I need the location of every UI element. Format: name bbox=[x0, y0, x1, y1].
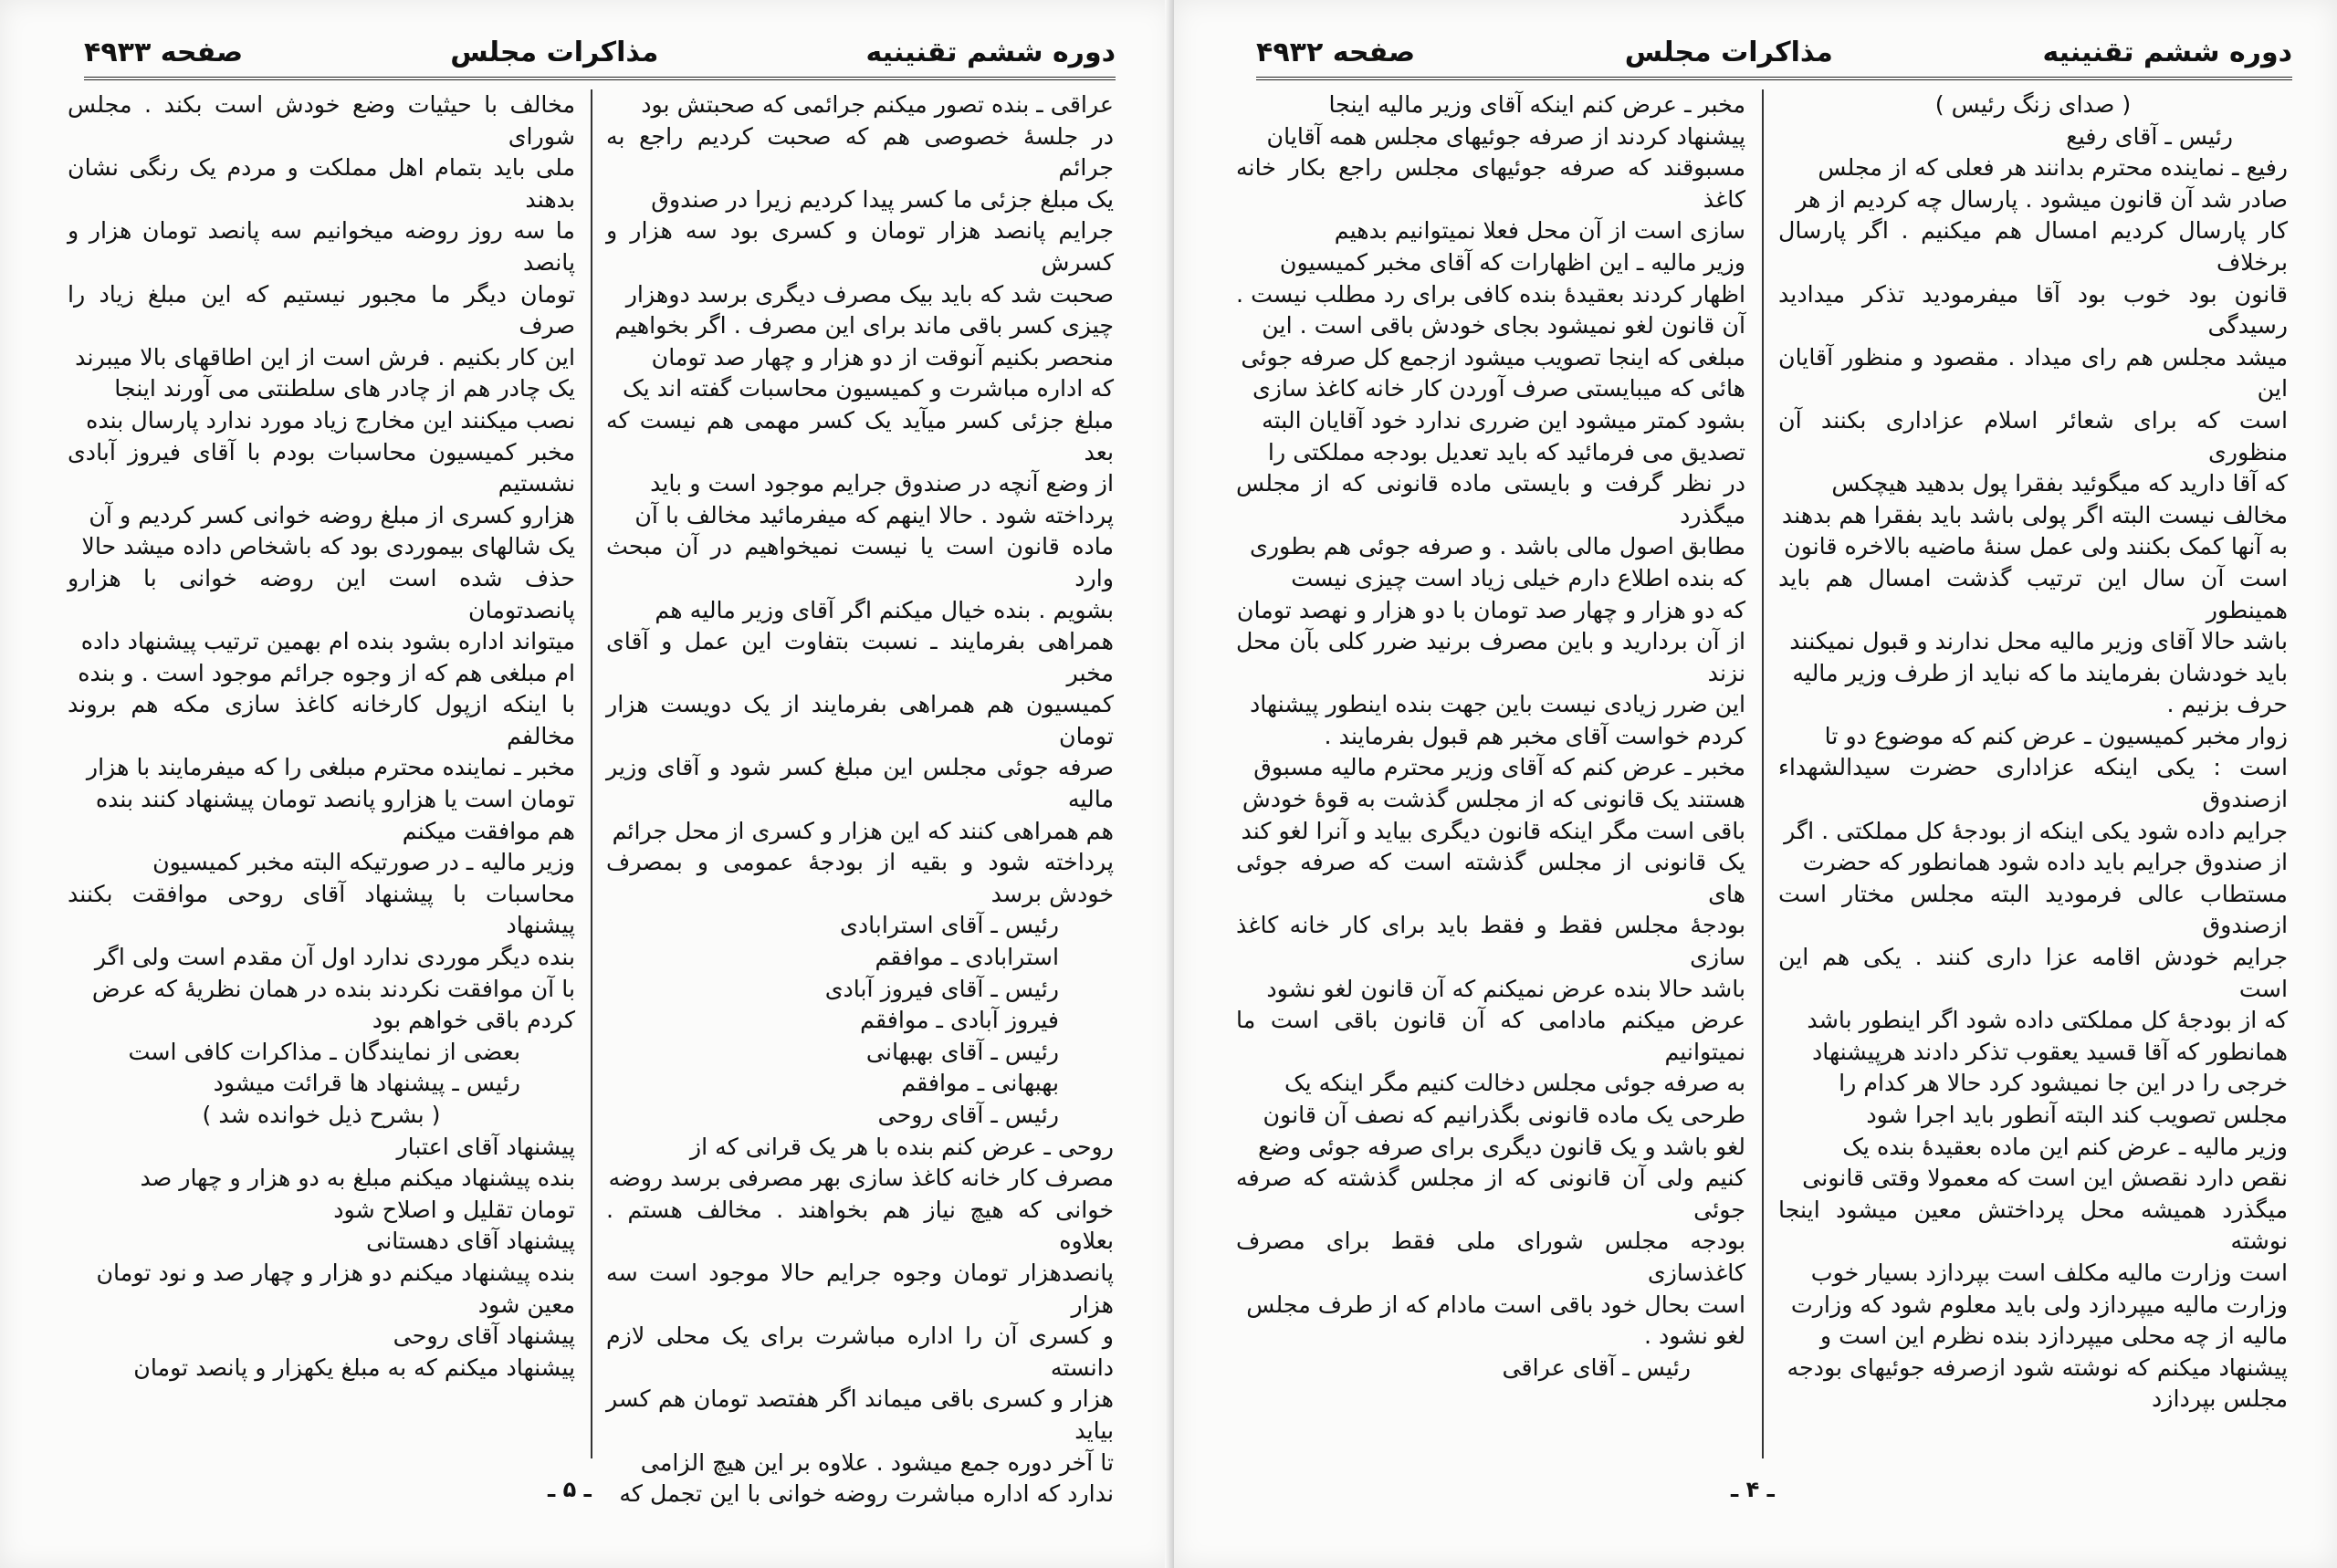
para-r-l-14: که دو هزار و چهار صد تومان با دو هزار و نهصد تومان bbox=[1236, 596, 1745, 623]
para-r-l-13: که بنده اطلاع دارم خیلی زیاد است چیزی نیست bbox=[1291, 564, 1745, 591]
para-l-l-2: ما سه روز روضه میخوانیم سه پانصد تومان هزار و پانصد bbox=[68, 217, 575, 276]
para-l-l-25: پیشنهاد آقای اعتبار bbox=[396, 1133, 575, 1160]
para-r-r-7: است که برای شعائر اسلام عزاداری بکنند آن منظوری bbox=[1778, 406, 2288, 465]
para-l-r-30: هزار و کسری باقی میماند اگر هفتصد تومان هم کسر بیاید bbox=[606, 1385, 1114, 1444]
para-l-l-28: پیشنهاد آقای دهستانی bbox=[366, 1228, 575, 1255]
right-header-rule bbox=[1256, 77, 2292, 80]
para-l-l-3: تومان دیگر ما مجبور نیستیم که این مبلغ زیاد را صرف bbox=[68, 280, 575, 340]
para-r-r-17: جرایم داده شود یکی اینکه از بودجهٔ کل مملکتی . اگر bbox=[1784, 817, 2288, 844]
para-l-r-11: ماده قانون است یا نیست نمیخواهیم در آن مبحث وارد bbox=[606, 533, 1114, 591]
para-l-l-16: هم موافقت میکنم bbox=[402, 817, 575, 844]
para-r-l-8: هائی که میبایستی صرف آوردن کار خانه کاغذ سازی bbox=[1252, 375, 1745, 402]
para-r-l-28: کنیم ولی آن قانونی که از مجلس گذشته که صرفه جوئی bbox=[1236, 1165, 1745, 1223]
para-r-r-5: قانون بود خوب بود آقا میفرمودید تذکر میدادید رسیدگی bbox=[1778, 280, 2288, 340]
para-r-r-31: پیشنهاد میکنم که نوشته شود ازصرفه جوئیهای بودجه bbox=[1787, 1354, 2288, 1381]
para-l-l-27: تومان تقلیل و اصلاح شود bbox=[333, 1196, 575, 1223]
para-l-l-15: تومان است یا هزارو پانصد تومان پیشنهاد کنند بنده bbox=[95, 786, 575, 813]
left-header-rule bbox=[84, 77, 1116, 80]
left-title: مذاکرات مجلس bbox=[450, 36, 659, 68]
para-r-l-21: یک قانونی از مجلس گذشته است که صرفه جوئی های bbox=[1236, 849, 1745, 907]
para-r-l-9: بشود کمتر میشود این ضرری ندارد خود آقایان البته bbox=[1262, 406, 1745, 434]
para-r-l-29: بودجه مجلس شورای ملی فقط برای مصرف کاغذسازی bbox=[1236, 1228, 1745, 1286]
para-l-r-28: پانصدهزار تومان وجوه جرایم حالا موجود است سه هزار bbox=[606, 1259, 1114, 1318]
para-l-l-7: مخبر کمیسیون محاسبات بودم با آقای فیروز آبادی نشستیم bbox=[68, 438, 575, 497]
right-column-divider bbox=[1762, 89, 1764, 1458]
para-r-r-21: که از بودجهٔ کل مملکتی داده شود اگر اینطور باشد bbox=[1807, 1007, 2288, 1034]
para-r-r-9: مخالف نیست البته اگر پولی باشد باید بفقرا هم بدهند bbox=[1781, 501, 2288, 528]
para-l-r-6: منحصر بکنیم آنوقت از دو هزار و چهار صد تومان bbox=[651, 343, 1114, 371]
para-r-l-31: لغو نشود . bbox=[1643, 1322, 1745, 1350]
para-l-r-31: تا آخر دوره جمع میشود . علاوه بر این هیچ الزامی bbox=[640, 1448, 1114, 1476]
para-r-l-3: سازی است از آن محل فعلا نمیتوانیم بدهیم bbox=[1334, 217, 1745, 245]
para-r-l-10: تصدیق می فرمائید که باید تعدیل بودجه مملکتی را bbox=[1267, 438, 1745, 465]
para-l-r-2: یک مبلغ جزئی ما کسر پیدا کردیم زیرا در صندوق bbox=[651, 185, 1114, 213]
left-column-divider bbox=[591, 89, 592, 1458]
para-l-r-8: مبلغ جزئی کسر میآید یک کسر مهمی هم نیست که بعد bbox=[606, 406, 1114, 465]
para-l-l-18: محاسبات با پیشنهاد آقای روحی موافقت بکنند پیشنهاد bbox=[68, 880, 575, 939]
para-l-r-0: عراقی ـ بنده تصور میکنم جرائمی که صحبتش بود bbox=[641, 91, 1114, 118]
right-title: مذاکرات مجلس bbox=[1624, 36, 1833, 68]
para-l-l-10: حذف شده است این روضه خوانی با هزارو پانصدتومان bbox=[68, 564, 575, 623]
para-r-l-25: به صرفه جوئی مجلس دخالت کنیم مگر اینکه یک bbox=[1284, 1070, 1745, 1097]
para-r-l-32: رئیس ـ آقای عراقی bbox=[1502, 1354, 1691, 1381]
para-l-r-13: همراهی بفرمایند ـ نسبت بتفاوت این عمل و آقای مخبر bbox=[606, 628, 1114, 686]
para-r-l-17: کردم خواست آقای مخبر هم قبول بفرمایند . bbox=[1324, 722, 1745, 749]
para-r-r-29: وزارت مالیه میپردازد ولی باید معلوم شود که وزارت bbox=[1790, 1291, 2288, 1318]
para-l-r-5: چیزی کسر باقی ماند برای این مصرف . اگر بخواهیم bbox=[614, 312, 1114, 340]
right-page bbox=[1174, 0, 2337, 1568]
para-r-r-6: میشد مجلس هم رای میداد . مقصود و منظور آقایان این bbox=[1778, 343, 2288, 402]
para-l-l-19: بنده دیگر موردی ندارد اول آن مقدم است ولی اگر bbox=[94, 944, 575, 971]
para-r-r-2: رفیع ـ نماینده محترم بدانند هر فعلی که از مجلس bbox=[1818, 154, 2288, 182]
para-r-l-16: این ضرر زیادی نیست باین جهت بنده اینطور پیشنهاد bbox=[1249, 691, 1745, 718]
para-l-r-26: مصرف کار خانه کاغذ سازی بهر مصرفی برسد روضه bbox=[608, 1165, 1114, 1192]
para-l-r-27: خوانی که هیچ نیاز هم بخواهند . مخالف هستم . بعلاوه bbox=[606, 1196, 1114, 1255]
para-l-l-20: با آن موافقت نکردند بنده در همان نظریهٔ که عرض bbox=[91, 975, 575, 1002]
para-r-l-18: مخبر ـ عرض کنم که آقای وزیر محترم مالیه مسبوق bbox=[1253, 754, 1745, 781]
para-r-r-23: خرجی را در این جا نمیشود کرد حالا هر کدام را bbox=[1839, 1070, 2288, 1097]
para-r-l-2: مسبوقند که صرفه جوئیهای مجلس راجع بکار خانه کاغذ bbox=[1236, 154, 1745, 213]
para-l-r-9: از وضع آنچه در صندوق جرایم موجود است و باید bbox=[650, 470, 1114, 497]
para-l-r-14: کمیسیون هم همراهی بفرمایند از یک دویست هزار تومان bbox=[606, 691, 1114, 749]
para-l-l-5: یک چادر هم از چادر های سلطنتی می آورند اینجا bbox=[114, 375, 575, 402]
para-l-r-25: روحی ـ عرض کنم بنده با هر یک قرانی که از bbox=[689, 1133, 1114, 1160]
para-r-l-23: باشد حالا بنده عرض نمیکنم که آن قانون لغو نشود bbox=[1266, 975, 1745, 1002]
para-l-l-9: یک شالهای بیموردی بود که باشخاص داده میشد حالا bbox=[81, 533, 575, 560]
left-page-header bbox=[84, 26, 1116, 78]
para-l-l-11: میتواند اداره بشود بنده ام بهمین ترتیب پیشنهاد داده bbox=[80, 628, 575, 655]
para-r-r-22: همانطور که آقا قسید یعقوب تذکر دادند هرپیشنهاد bbox=[1812, 1038, 2288, 1065]
para-l-l-21: کردم باقی خواهم بود bbox=[372, 1007, 575, 1034]
para-l-l-14: مخبر ـ نماینده محترم مبلغی را که میفرمایند با هزار bbox=[86, 754, 575, 781]
para-r-r-26: نقص دارد نقصش این است که معمولا وقتی قانونی bbox=[1802, 1165, 2288, 1192]
para-l-r-10: پرداخته شود . حالا اینهم که میفرمائید مخالف با آن bbox=[634, 501, 1114, 528]
para-l-r-7: که اداره مباشرت و کمیسیون محاسبات گفته اند یک bbox=[623, 375, 1114, 402]
right-page-label: صفحه ۴۹۳۲ bbox=[1256, 36, 1416, 68]
para-l-r-21: فیروز آبادی ـ موافقم bbox=[860, 1007, 1059, 1034]
para-l-r-15: صرفه جوئی مجلس این مبلغ کسر شود و آقای وزیر مالیه bbox=[606, 754, 1114, 813]
para-l-r-12: بشویم . بنده خیال میکنم اگر آقای وزیر مالیه هم bbox=[655, 596, 1114, 623]
para-r-l-5: اظهار کردند بعقیدهٔ بنده کافی برای رد مطلب نیست . bbox=[1236, 280, 1745, 308]
para-r-l-7: مبلغی که اینجا تصویب میشود ازجمع کل صرفه جوئی bbox=[1241, 343, 1745, 371]
para-r-r-24: مجلس تصویب کند البته آنطور باید اجرا شود bbox=[1866, 1102, 2288, 1128]
para-l-r-32: ندارد که اداره مباشرت روضه خوانی با این تجمل که bbox=[619, 1480, 1114, 1508]
para-l-l-26: بنده پیشنهاد میکنم مبلغ به دو هزار و چهار صد bbox=[140, 1165, 575, 1192]
para-l-l-0: مخالف با حیثیات وضع خودش است بکند . مجلس شورای bbox=[68, 91, 575, 150]
para-l-r-24: رئیس ـ آقای روحی bbox=[877, 1102, 1059, 1128]
para-r-l-22: بودجهٔ مجلس فقط و فقط باید برای کار خانه کاغذ سازی bbox=[1236, 912, 1745, 971]
para-l-r-29: و کسری آن را اداره مباشرت برای یک محلی لازم دانسته bbox=[606, 1322, 1114, 1381]
para-r-r-0: ( صدای زنگ رئیس ) bbox=[1934, 91, 2132, 118]
left-page-col-left bbox=[68, 89, 575, 1384]
left-page-number: ـ ۵ ـ bbox=[548, 1477, 592, 1502]
para-r-l-26: طرحی یک ماده قانونی بگذرانیم که نصف آن قانون bbox=[1263, 1102, 1745, 1128]
para-l-l-13: با اینکه ازپول کارخانه کاغذ سازی مکه هم بروند مخالفم bbox=[68, 691, 575, 749]
para-l-l-4: این کار بکنیم . فرش است از این اطاقهای بالا میبرند bbox=[75, 343, 575, 371]
para-r-r-18: از صندوق جرایم باید داده شود همانطور که حضرت bbox=[1802, 849, 2288, 876]
para-l-l-23: رئیس ـ پیشنهاد ها قرائت میشود bbox=[213, 1070, 520, 1097]
right-page-col-left bbox=[1236, 89, 1745, 1384]
para-r-r-27: میگذرد همیشه محل پرداختش معین میشود اینجا نوشته bbox=[1778, 1196, 2288, 1255]
para-l-l-12: ام مبلغی هم که از وجوه جرائم موجود است . و بنده bbox=[78, 659, 575, 686]
para-r-l-4: وزیر مالیه ـ این اظهارات که آقای مخبر کمیسیون bbox=[1279, 248, 1745, 276]
para-r-l-30: است بحال خود باقی است مادام که از طرف مجلس bbox=[1246, 1291, 1745, 1318]
para-l-l-30: معین شود bbox=[477, 1291, 575, 1318]
para-r-r-12: باشد حالا آقای وزیر مالیه محل ندارند و قبول نمیکنند bbox=[1789, 628, 2288, 655]
para-l-l-29: بنده پیشنهاد میکنم دو هزار و چهار صد و نود تومان bbox=[96, 1259, 575, 1286]
para-l-r-18: رئیس ـ آقای استرابادی bbox=[840, 912, 1059, 939]
left-session-label: دوره ششم تقنینیه bbox=[865, 36, 1116, 68]
para-l-r-22: رئیس ـ آقای بهبهانی bbox=[865, 1038, 1059, 1065]
para-r-l-19: هستند یک قانونی که از مجلس گذشت به قوهٔ خودش bbox=[1242, 786, 1745, 813]
para-r-r-4: کار پارسال کردیم امسال هم میکنیم . اگر پارسال برخلاف bbox=[1778, 217, 2288, 276]
para-l-l-32: پیشنهاد میکنم که به مبلغ یکهزار و پانصد تومان bbox=[133, 1354, 575, 1381]
right-session-label: دوره ششم تقنینیه bbox=[2042, 36, 2292, 68]
para-r-l-24: عرض میکنم مادامی که آن قانون باقی است ما نمیتوانیم bbox=[1236, 1007, 1745, 1065]
para-l-r-3: جرایم پانصد هزار تومان و کسری بود سه هزار و کسرش bbox=[606, 217, 1114, 276]
para-l-r-23: بهبهانی ـ موافقم bbox=[901, 1070, 1059, 1097]
para-r-l-1: پیشنهاد کردند از صرفه جوئیهای مجلس همه آقایان bbox=[1266, 122, 1745, 150]
para-r-l-11: در نظر گرفت و بایستی ماده قانونی که از مجلس میگذرد bbox=[1236, 470, 1745, 528]
right-page-number: ـ ۴ ـ bbox=[1731, 1477, 1775, 1502]
para-r-r-10: به آنها کمک بکنند ولی عمل سنهٔ ماضیه بالاخره قانون bbox=[1784, 533, 2288, 560]
para-r-r-28: است وزارت مالیه مکلف است بپردازد بسیار خوب bbox=[1810, 1259, 2288, 1286]
para-r-r-13: باید خودشان بفرمایند ما که نباید از طرف وزیر مالیه bbox=[1792, 659, 2288, 686]
para-r-r-3: صادر شد آن قانون میشود . پارسال چه کردیم از هر bbox=[1796, 185, 2288, 213]
para-r-r-15: زوار مخبر کمیسیون ـ عرض کنم که موضوع دو تا bbox=[1824, 722, 2288, 749]
para-r-r-19: مستطاب عالی فرمودید البته مجلس مختار است ازصندوق bbox=[1778, 880, 2288, 939]
para-l-r-19: استرابادی ـ موافقم bbox=[875, 944, 1059, 971]
para-r-r-16: است : یکی اینکه عزاداری حضرت سیدالشهداء ازصندوق bbox=[1778, 754, 2288, 813]
para-r-l-15: از آن بردارید و باین مصرف برنید ضرر کلی بآن محل نزند bbox=[1236, 628, 1745, 686]
para-l-l-1: ملی باید بتمام اهل مملکت و مردم یک رنگی نشان بدهند bbox=[68, 154, 575, 213]
para-l-r-4: صحبت شد که باید بیک مصرف دیگری برسد دوهزار bbox=[625, 280, 1114, 308]
para-r-l-20: باقی است مگر اینکه قانون دیگری بیاید و آنرا لغو کند bbox=[1241, 817, 1745, 844]
para-r-r-11: است آن سال این ترتیب گذشت امسال هم باید همینطور bbox=[1778, 564, 2288, 623]
para-l-r-17: پرداخته شود و بقیه از بودجهٔ عمومی و بمصرف خودش برسد bbox=[606, 849, 1114, 907]
para-l-l-6: نصب میکنند این مخارج زیاد مورد ندارد پارسال بنده bbox=[86, 406, 575, 434]
para-l-l-8: هزارو کسری از مبلغ روضه خوانی کسر کردیم و آن bbox=[89, 501, 575, 528]
para-l-l-22: بعضی از نمایندگان ـ مذاکرات کافی است bbox=[128, 1038, 520, 1065]
para-r-r-8: که آقا دارید که میگوئید بفقرا پول بدهید هیچکس bbox=[1831, 470, 2288, 497]
para-r-r-32: مجلس بپردازد bbox=[2152, 1385, 2288, 1413]
para-l-l-31: پیشنهاد آقای روحی bbox=[393, 1322, 575, 1350]
para-r-r-1: رئیس ـ آقای رفیع bbox=[2066, 122, 2233, 150]
para-r-l-12: مطابق اصول مالی باشد . و صرفه جوئی هم بطوری bbox=[1250, 533, 1745, 560]
para-l-r-20: رئیس ـ آقای فیروز آبادی bbox=[824, 975, 1059, 1002]
para-l-l-17: وزیر مالیه ـ در صورتیکه البته مخبر کمیسیون bbox=[152, 849, 575, 876]
para-r-l-6: آن قانون لغو نمیشود بجای خودش باقی است . این bbox=[1262, 312, 1745, 340]
para-r-r-30: مالیه از چه محلی میپردازد بنده نظرم این است و bbox=[1819, 1322, 2288, 1350]
para-r-r-20: جرایم خودش اقامه عزا داری کنند . یکی هم این است bbox=[1778, 944, 2288, 1002]
para-r-r-25: وزیر مالیه ـ عرض کنم این ماده بعقیدهٔ بنده یک bbox=[1842, 1133, 2288, 1160]
para-l-r-16: هم همراهی کنند که این هزار و کسری از محل جرائم bbox=[612, 817, 1114, 844]
left-page-col-right bbox=[606, 89, 1114, 1511]
left-page-label: صفحه ۴۹۳۳ bbox=[84, 36, 244, 68]
para-r-r-14: حرف بزنیم . bbox=[2166, 691, 2288, 718]
para-l-l-24: ( بشرح ذیل خوانده شد ) bbox=[202, 1102, 441, 1128]
para-r-l-27: لغو باشد و یک قانون دیگری برای صرفه جوئی وضع bbox=[1258, 1133, 1745, 1160]
right-page-col-right bbox=[1778, 89, 2288, 1416]
right-page-header bbox=[1256, 26, 2292, 78]
para-l-r-1: در جلسهٔ خصوصی هم که صحبت کردیم راجع به جرائم bbox=[606, 122, 1114, 182]
para-r-l-0: مخبر ـ عرض کنم اینکه آقای وزیر مالیه اینجا bbox=[1328, 91, 1745, 118]
